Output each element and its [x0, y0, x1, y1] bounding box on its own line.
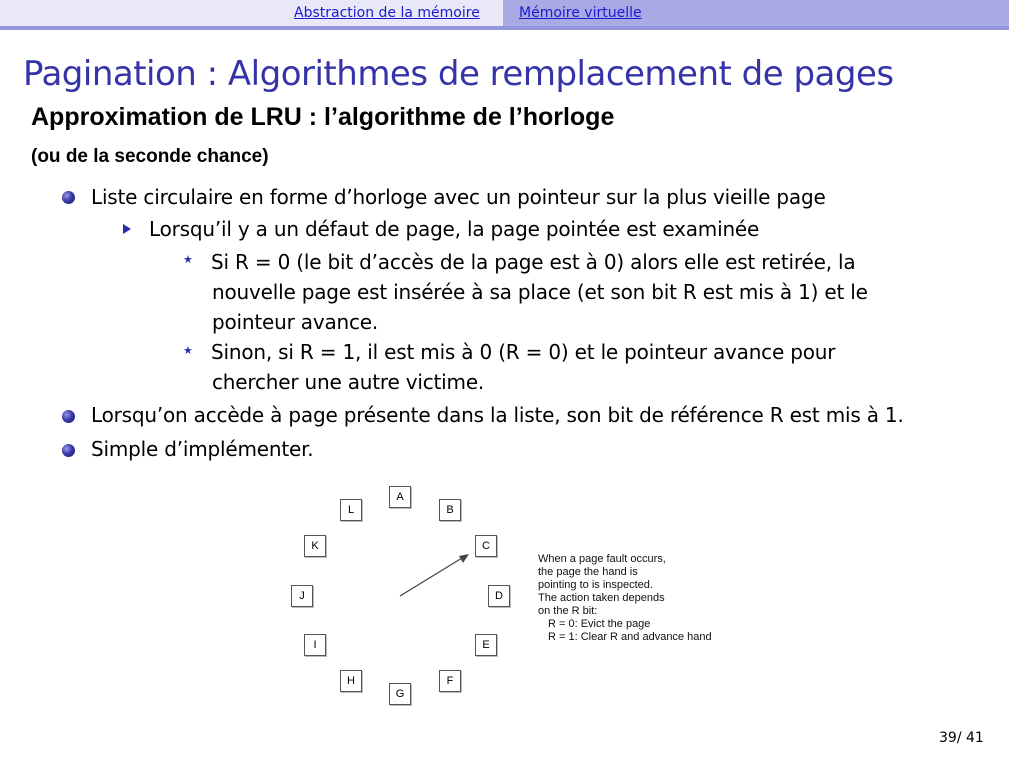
bullet-item-1-1-1-line3: pointeur avance. — [212, 310, 379, 334]
clock-explanation-line: pointing to is inspected. — [538, 579, 653, 591]
bullet-item-3: Simple d’implémenter. — [91, 437, 314, 461]
clock-explanation-line: When a page fault occurs, — [538, 553, 666, 565]
nav-link-abstraction-memoire[interactable]: Abstraction de la mémoire — [294, 5, 480, 21]
clock-explanation-line: The action taken depends — [538, 592, 665, 604]
bullet-item-1-1: Lorsqu’il y a un défaut de page, la page pointée est examinée — [149, 217, 760, 241]
slide-title: Pagination : Algorithmes de remplacement de pages — [23, 54, 894, 94]
page-box-k: K — [304, 535, 326, 557]
clock-diagram — [285, 480, 735, 715]
bullet-star-icon: ★ — [183, 253, 193, 266]
bullet-item-1-1-2-line2: chercher une autre victime. — [212, 370, 485, 394]
bullet-triangle-icon — [123, 224, 131, 234]
clock-explanation-line: on the R bit: — [538, 605, 598, 617]
page-box-c: C — [475, 535, 497, 557]
page-box-f: F — [439, 670, 461, 692]
page-box-j: J — [291, 585, 313, 607]
nav-bottom-band — [0, 26, 1009, 30]
bullet-ball-icon — [62, 444, 75, 457]
bullet-item-1-1-1-line2: nouvelle page est insérée à sa place (et son bit R est mis à 1) et le — [212, 280, 868, 304]
bullet-star-icon: ★ — [183, 344, 193, 357]
page-box-h: H — [340, 670, 362, 692]
page-box-b: B — [439, 499, 461, 521]
bullet-item-1: Liste circulaire en forme d’horloge avec un pointeur sur la plus vieille page — [91, 185, 826, 209]
clock-explanation-line: R = 1: Clear R and advance hand — [548, 631, 712, 643]
bullet-item-2: Lorsqu’on accède à page présente dans la liste, son bit de référence R est mis à 1. — [91, 403, 904, 427]
slide-subtitle-secondary: (ou de la seconde chance) — [31, 146, 269, 167]
clock-explanation-line: the page the hand is — [538, 566, 638, 578]
page-box-a: A — [389, 486, 411, 508]
page-box-e: E — [475, 634, 497, 656]
clock-explanation-line: R = 0: Evict the page — [548, 618, 651, 630]
page-box-i: I — [304, 634, 326, 656]
bullet-ball-icon — [62, 191, 75, 204]
page-box-d: D — [488, 585, 510, 607]
page-box-l: L — [340, 499, 362, 521]
bullet-ball-icon — [62, 410, 75, 423]
bullet-item-1-1-1-line1: Si R = 0 (le bit d’accès de la page est à 0) alors elle est retirée, la — [211, 250, 856, 274]
slide-page-number: 39/ 41 — [939, 730, 984, 746]
bullet-item-1-1-2-line1: Sinon, si R = 1, il est mis à 0 (R = 0) et le pointeur avance pour — [211, 340, 836, 364]
page-box-g: G — [389, 683, 411, 705]
nav-link-memoire-virtuelle[interactable]: Mémoire virtuelle — [519, 5, 642, 21]
slide-subtitle: Approximation de LRU : l’algorithme de l’horloge — [31, 103, 615, 131]
top-navigation-bar — [0, 0, 1009, 30]
